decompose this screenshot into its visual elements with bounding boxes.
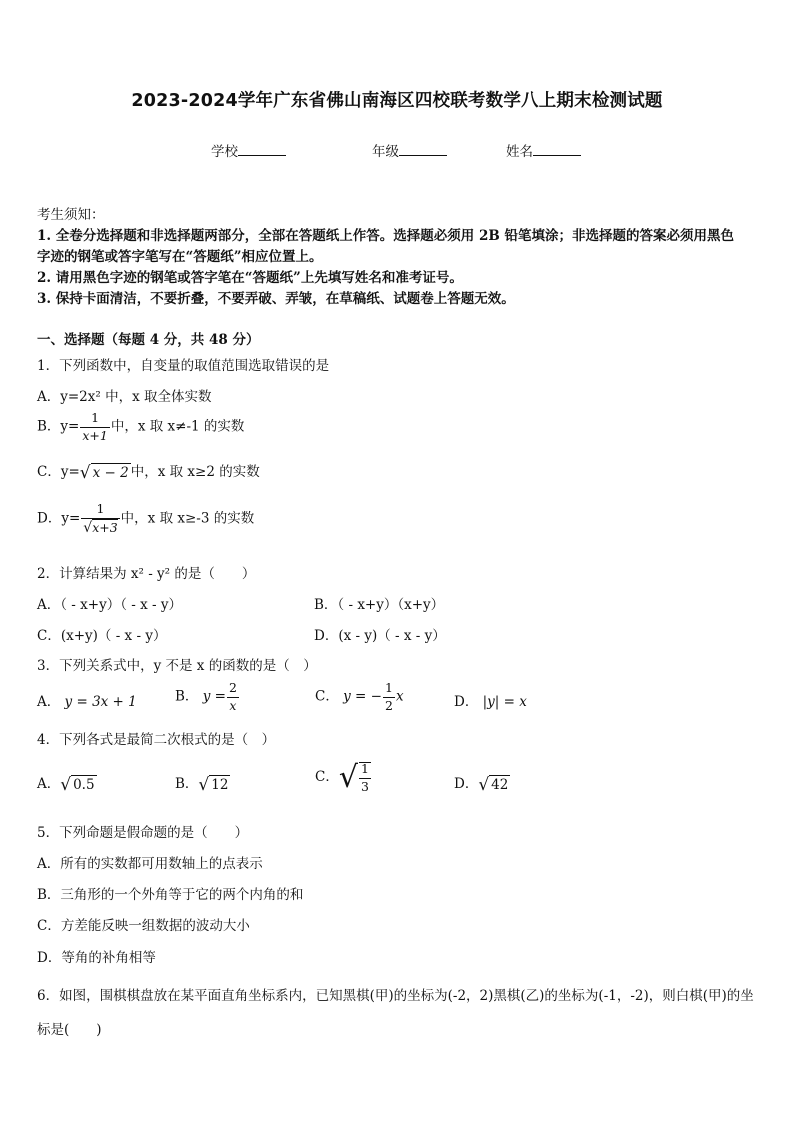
q3-stem: 3．下列关系式中，y 不是 x 的函数的是（ ） [37, 658, 317, 674]
q1-option-a: A．y=2x² 中，x 取全体实数 [37, 389, 212, 405]
q4-c-denominator: 3 [360, 778, 369, 794]
q6-line-2: 标是( ) [37, 1022, 102, 1038]
q1-stem: 1．下列函数中，自变量的取值范围选取错误的是 [37, 358, 330, 374]
q1-d-radicand: x+3 [92, 519, 118, 535]
q3-c-denominator: 2 [384, 697, 393, 713]
page-title: 2023-2024学年广东省佛山南海区四校联考数学八上期末检测试题 [131, 91, 663, 111]
q2-option-c: C．(x+y)（ - x - y） [37, 628, 167, 644]
q1-c-suffix: 中，x 取 x≥2 的实数 [130, 464, 260, 480]
q1-d-fraction [81, 503, 119, 535]
q1-option-d [37, 503, 254, 535]
grade-field [372, 140, 447, 160]
q2-option-a: A．（ - x+y）（ - x - y） [37, 597, 182, 613]
q1-c-prefix: C．y= [37, 464, 80, 480]
q3-a-expression: y = 3x + 1 [64, 694, 137, 710]
name-blank [533, 141, 581, 156]
q1-b-denominator: x+1 [82, 427, 108, 443]
q4-b-sqrt [198, 775, 230, 795]
notice-item-3: 3. 保持卡面清洁，不要折叠，不要弄破、弄皱，在草稿纸、试题卷上答题无效。 [37, 291, 515, 307]
school-label: 学校 [211, 144, 238, 160]
q4-option-c [315, 760, 372, 795]
q1-d-denominator [81, 518, 119, 535]
notice-item-1-line-1: 1. 全卷分选择题和非选择题两部分，全部在答题纸上作答。选择题必须用 2B 铅笔填涂；非选择题的答案必须用黑色 [37, 228, 734, 244]
q2-stem: 2．计算结果为 x² - y² 的是（ ） [37, 566, 256, 582]
section-heading: 一、选择题（每题 4 分，共 48 分） [37, 332, 260, 348]
q4-c-fraction [359, 762, 371, 793]
q3-a-label: A． [37, 694, 61, 710]
q4-option-d [454, 772, 510, 795]
radical-sign-icon: √ [198, 774, 210, 795]
radical-sign-icon: √ [83, 519, 93, 536]
radical-sign-icon: √ [79, 462, 91, 483]
q4-b-label: B． [175, 776, 199, 792]
q3-c-numerator: 1 [384, 680, 393, 695]
grade-blank [399, 141, 447, 156]
q5-stem: 5．下列命题是假命题的是（ ） [37, 825, 249, 841]
q4-a-label: A． [37, 776, 61, 792]
name-field [506, 140, 581, 160]
q5-option-b: B．三角形的一个外角等于它的两个内角的和 [37, 887, 304, 903]
q1-b-fraction [80, 412, 109, 442]
q1-c-sqrt [80, 463, 131, 483]
q3-option-c [315, 682, 404, 712]
student-info-row [0, 140, 794, 160]
q3-d-expression: |y| = x [482, 694, 527, 710]
q1-option-c [37, 460, 260, 483]
q3-b-lhs: y = [202, 688, 226, 705]
q3-b-label: B． [175, 688, 199, 705]
q3-option-a [37, 690, 137, 710]
q6-line-1: 6．如图，围棋棋盘放在某平面直角坐标系内，已知黑棋(甲)的坐标为(-2，2)黑棋(乙)的坐标为(-1，-2)，则白棋(甲)的坐 [37, 988, 754, 1004]
notice-item-2: 2. 请用黑色字迹的钢笔或答字笔在“答题纸”上先填写姓名和准考证号。 [37, 270, 463, 286]
radical-sign-icon: √ [478, 774, 490, 795]
q2-option-d: D．(x - y)（ - x - y） [314, 628, 446, 644]
q3-b-denominator: x [227, 697, 239, 713]
radical-sign-icon: √ [60, 774, 72, 795]
grade-label: 年级 [372, 144, 399, 160]
q4-option-b [175, 772, 230, 795]
q3-c-label: C． [315, 688, 339, 705]
q5-option-d: D．等角的补角相等 [37, 950, 156, 966]
q3-c-fraction [383, 682, 395, 712]
q3-option-d [454, 690, 527, 710]
school-field [211, 140, 286, 160]
q3-d-label: D． [454, 694, 479, 710]
q4-option-a [37, 772, 97, 795]
q4-c-numerator: 1 [360, 761, 369, 776]
q2-option-b: B．（ - x+y）（x+y） [314, 597, 445, 613]
q4-b-radicand: 12 [211, 776, 229, 793]
q5-option-c: C．方差能反映一组数据的波动大小 [37, 918, 250, 934]
q4-a-sqrt [60, 775, 96, 795]
q3-c-rhs: x [395, 688, 404, 705]
q4-d-label: D． [454, 776, 479, 792]
radical-sign-icon: √ [338, 760, 358, 795]
q4-d-radicand: 42 [491, 776, 509, 793]
notice-item-1-line-2: 字迹的钢笔或答字笔写在“答题纸”相应位置上。 [37, 249, 323, 265]
q1-option-b [37, 412, 244, 442]
q5-option-a: A．所有的实数都可用数轴上的点表示 [37, 856, 263, 872]
q1-b-suffix: 中，x 取 x≠-1 的实数 [110, 418, 245, 435]
q3-option-b [175, 682, 240, 712]
q3-b-fraction [227, 682, 239, 712]
q1-c-radicand: x − 2 [92, 464, 129, 481]
q4-stem: 4．下列各式是最简二次根式的是（ ） [37, 732, 276, 748]
name-label: 姓名 [506, 144, 533, 160]
q1-d-numerator: 1 [96, 501, 105, 516]
q4-d-sqrt [478, 775, 510, 795]
notice-heading: 考生须知： [37, 207, 105, 223]
q1-b-prefix: B．y= [37, 418, 80, 435]
q4-c-label: C． [315, 769, 339, 785]
q1-d-suffix: 中，x 取 x≥-3 的实数 [120, 510, 255, 527]
q1-b-numerator: 1 [91, 410, 100, 425]
q1-d-prefix: D．y= [37, 510, 81, 527]
q3-b-numerator: 2 [228, 680, 237, 695]
q4-a-radicand: 0.5 [73, 776, 95, 793]
q3-c-lhs: y = − [343, 688, 382, 705]
school-blank [238, 141, 286, 156]
